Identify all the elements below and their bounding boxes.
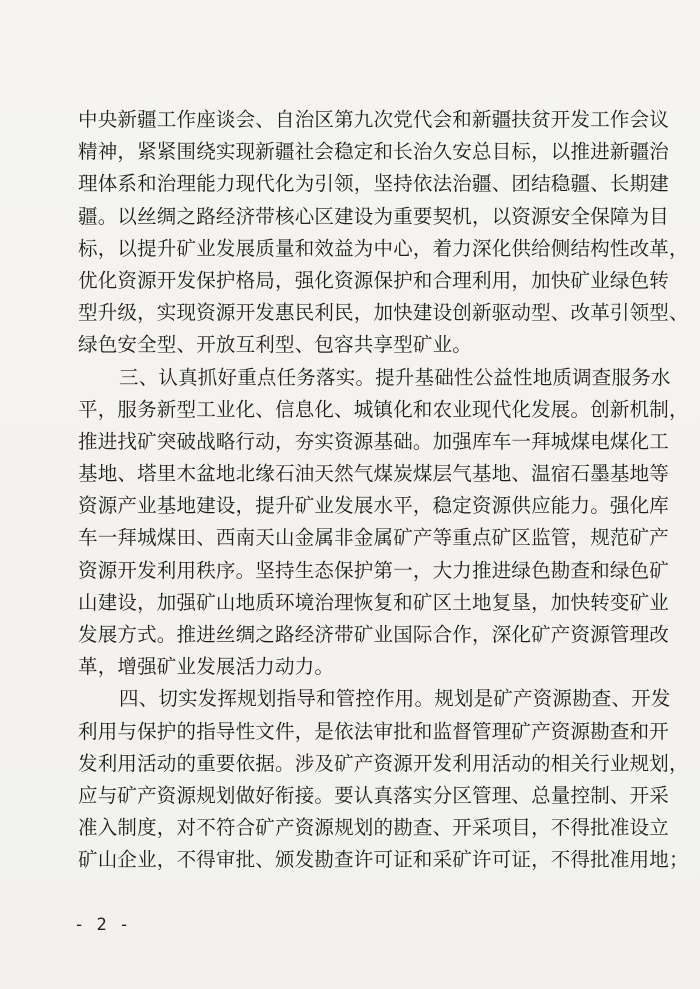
text-line: 标，以提升矿业发展质量和效益为中心，着力深化供给侧结构性改革，: [78, 236, 689, 260]
text-line: 绿色安全型、开放互利型、包容共享型矿业。: [78, 333, 473, 357]
text-line: 矿山企业，不得审批、颁发勘查许可证和采矿许可证，不得批准用地；: [78, 848, 689, 872]
text-line: 利用与保护的指导性文件，是依法审批和监督管理矿产资源勘查和开: [78, 719, 670, 743]
text-line: 型升级，实现资源开发惠民利民，加快建设创新驱动型、改革引领型、: [78, 301, 689, 325]
paragraph-1: [78, 104, 689, 362]
text-line: 优化资源开发保护格局，强化资源保护和合理利用，加快矿业绿色转: [78, 268, 670, 292]
text-line: 准入制度，对不符合矿产资源规划的勘查、开采项目，不得批准设立: [78, 816, 670, 840]
text-line: 四、切实发挥规划指导和管控作用。规划是矿产资源勘查、开发: [119, 687, 671, 711]
text-line: 资源产业基地建设，提升矿业发展水平，稳定资源供应能力。强化库: [78, 494, 670, 518]
text-line: 精神，紧紧围绕实现新疆社会稳定和长治久安总目标，以推进新疆治: [78, 140, 670, 164]
body-text: [78, 104, 689, 877]
text-line: 基地、塔里木盆地北缘石油天然气煤炭煤层气基地、温宿石墨基地等: [78, 462, 670, 486]
text-line: 推进找矿突破战略行动，夯实资源基础。加强库车一拜城煤电煤化工: [78, 429, 670, 453]
paragraph-2: [78, 362, 689, 684]
text-line: 山建设，加强矿山地质环境治理恢复和矿区土地复垦，加快转变矿业: [78, 590, 670, 614]
text-line: 疆。以丝绸之路经济带核心区建设为重要契机，以资源安全保障为目: [78, 204, 670, 228]
text-line: 应与矿产资源规划做好衔接。要认真落实分区管理、总量控制、开采: [78, 783, 670, 807]
text-line: 发展方式。推进丝绸之路经济带矿业国际合作，深化矿产资源管理改: [78, 623, 670, 646]
text-line: 中央新疆工作座谈会、自治区第九次党代会和新疆扶贫开发工作会议: [78, 108, 670, 131]
text-line: 三、认真抓好重点任务落实。提升基础性公益性地质调查服务水: [119, 365, 671, 389]
text-line: 资源开发利用秩序。坚持生态保护第一，大力推进绿色勘查和绿色矿: [78, 558, 670, 582]
text-line: 革，增强矿业发展活力动力。: [78, 655, 335, 679]
page-number: - 2 -: [74, 915, 131, 935]
text-line: 车一拜城煤田、西南天山金属非金属矿产等重点矿区监管，规范矿产: [78, 526, 670, 550]
text-line: 发利用活动的重要依据。涉及矿产资源开发利用活动的相关行业规划，: [78, 751, 689, 775]
text-line: 平，服务新型工业化、信息化、城镇化和农业现代化发展。创新机制，: [78, 397, 689, 421]
paragraph-3: [78, 683, 689, 876]
text-line: 理体系和治理能力现代化为引领，坚持依法治疆、团结稳疆、长期建: [78, 172, 670, 196]
